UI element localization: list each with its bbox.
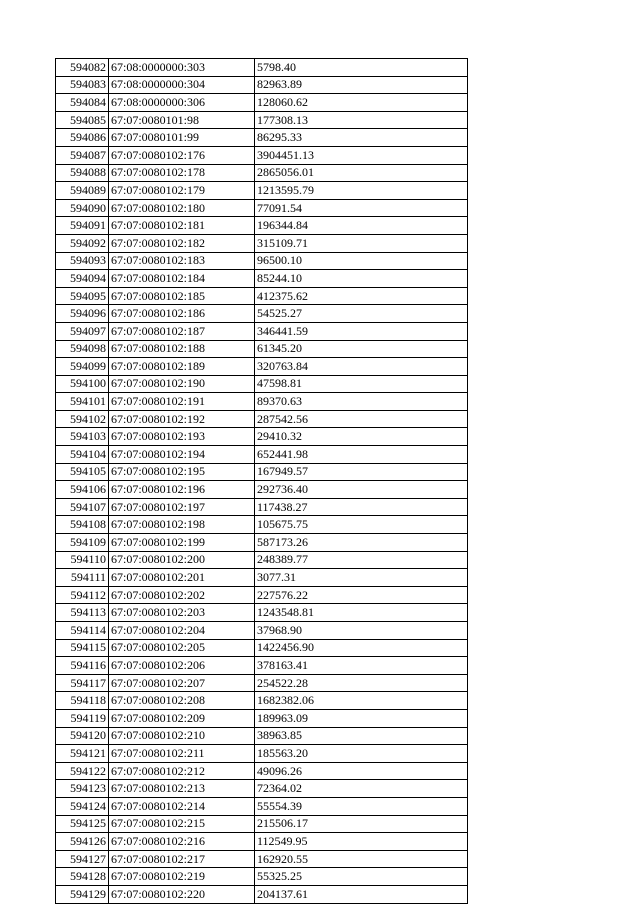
- table-row: [56, 59, 468, 77]
- value-cell: 189963.09: [255, 709, 468, 727]
- record-number-cell: 594090: [56, 199, 109, 217]
- table-row: [56, 217, 468, 235]
- table-row: [56, 322, 468, 340]
- value-cell: 5798.40: [255, 59, 468, 77]
- value-cell: 55554.39: [255, 797, 468, 815]
- table-row: [56, 833, 468, 851]
- record-number-cell: 594122: [56, 762, 109, 780]
- record-number-cell: 594121: [56, 745, 109, 763]
- cadastral-number-cell: 67:08:0000000:304: [109, 76, 255, 94]
- cadastral-number-cell: 67:07:0080102:185: [109, 287, 255, 305]
- table-row: [56, 287, 468, 305]
- value-cell: 47598.81: [255, 375, 468, 393]
- record-number-cell: 594115: [56, 639, 109, 657]
- value-cell: 49096.26: [255, 762, 468, 780]
- table-row: [56, 358, 468, 376]
- record-number-cell: 594102: [56, 410, 109, 428]
- cadastral-number-cell: 67:07:0080102:214: [109, 797, 255, 815]
- record-number-cell: 594124: [56, 797, 109, 815]
- value-cell: 2865056.01: [255, 164, 468, 182]
- cadastral-number-cell: 67:07:0080102:202: [109, 586, 255, 604]
- record-number-cell: 594127: [56, 850, 109, 868]
- value-cell: 196344.84: [255, 217, 468, 235]
- table-row: [56, 674, 468, 692]
- cadastral-number-cell: 67:07:0080102:194: [109, 446, 255, 464]
- table-row: [56, 780, 468, 798]
- value-cell: 204137.61: [255, 885, 468, 903]
- cadastral-number-cell: 67:07:0080102:212: [109, 762, 255, 780]
- table-row: [56, 340, 468, 358]
- value-cell: 1682382.06: [255, 692, 468, 710]
- record-number-cell: 594110: [56, 551, 109, 569]
- cadastral-number-cell: 67:07:0080102:217: [109, 850, 255, 868]
- cadastral-number-cell: 67:07:0080102:187: [109, 322, 255, 340]
- table-row: [56, 481, 468, 499]
- cadastral-number-cell: 67:07:0080102:201: [109, 569, 255, 587]
- record-number-cell: 594117: [56, 674, 109, 692]
- cadastral-number-cell: 67:07:0080102:209: [109, 709, 255, 727]
- value-cell: 315109.71: [255, 234, 468, 252]
- table-row: [56, 305, 468, 323]
- record-number-cell: 594094: [56, 270, 109, 288]
- cadastral-number-cell: 67:07:0080102:196: [109, 481, 255, 499]
- table-row: [56, 639, 468, 657]
- table-row: [56, 270, 468, 288]
- record-number-cell: 594126: [56, 833, 109, 851]
- value-cell: 1243548.81: [255, 604, 468, 622]
- record-number-cell: 594119: [56, 709, 109, 727]
- record-number-cell: 594098: [56, 340, 109, 358]
- table-row: [56, 498, 468, 516]
- table-row: [56, 111, 468, 129]
- cadastral-number-cell: 67:07:0080102:192: [109, 410, 255, 428]
- table-row: [56, 516, 468, 534]
- value-cell: 128060.62: [255, 94, 468, 112]
- cadastral-number-cell: 67:07:0080102:195: [109, 463, 255, 481]
- value-cell: 254522.28: [255, 674, 468, 692]
- record-number-cell: 594096: [56, 305, 109, 323]
- value-cell: 287542.56: [255, 410, 468, 428]
- cadastral-number-cell: 67:07:0080102:205: [109, 639, 255, 657]
- cadastral-number-cell: 67:07:0080102:182: [109, 234, 255, 252]
- table-row: [56, 182, 468, 200]
- record-number-cell: 594120: [56, 727, 109, 745]
- cadastral-number-cell: 67:07:0080102:197: [109, 498, 255, 516]
- cadastral-number-cell: 67:07:0080102:206: [109, 657, 255, 675]
- cadastral-number-cell: 67:07:0080102:193: [109, 428, 255, 446]
- cadastral-number-cell: 67:07:0080102:211: [109, 745, 255, 763]
- table-row: [56, 164, 468, 182]
- table-row: [56, 815, 468, 833]
- record-number-cell: 594093: [56, 252, 109, 270]
- data-table: [55, 58, 468, 904]
- table-row: [56, 428, 468, 446]
- cadastral-number-cell: 67:07:0080102:208: [109, 692, 255, 710]
- value-cell: 652441.98: [255, 446, 468, 464]
- record-number-cell: 594087: [56, 146, 109, 164]
- table-row: [56, 762, 468, 780]
- table-row: [56, 393, 468, 411]
- cadastral-number-cell: 67:07:0080102:186: [109, 305, 255, 323]
- cadastral-number-cell: 67:07:0080102:207: [109, 674, 255, 692]
- record-number-cell: 594100: [56, 375, 109, 393]
- record-number-cell: 594112: [56, 586, 109, 604]
- table-row: [56, 885, 468, 903]
- record-number-cell: 594091: [56, 217, 109, 235]
- value-cell: 72364.02: [255, 780, 468, 798]
- table-row: [56, 745, 468, 763]
- table-body: [56, 59, 468, 904]
- record-number-cell: 594106: [56, 481, 109, 499]
- record-number-cell: 594097: [56, 322, 109, 340]
- value-cell: 412375.62: [255, 287, 468, 305]
- record-number-cell: 594114: [56, 622, 109, 640]
- value-cell: 55325.25: [255, 868, 468, 886]
- value-cell: 3904451.13: [255, 146, 468, 164]
- table-row: [56, 146, 468, 164]
- value-cell: 54525.27: [255, 305, 468, 323]
- table-row: [56, 234, 468, 252]
- cadastral-number-cell: 67:07:0080102:176: [109, 146, 255, 164]
- cadastral-number-cell: 67:07:0080102:203: [109, 604, 255, 622]
- record-number-cell: 594105: [56, 463, 109, 481]
- value-cell: 167949.57: [255, 463, 468, 481]
- value-cell: 1213595.79: [255, 182, 468, 200]
- record-number-cell: 594084: [56, 94, 109, 112]
- cadastral-number-cell: 67:07:0080101:98: [109, 111, 255, 129]
- cadastral-number-cell: 67:08:0000000:306: [109, 94, 255, 112]
- table-row: [56, 657, 468, 675]
- cadastral-number-cell: 67:07:0080102:204: [109, 622, 255, 640]
- record-number-cell: 594108: [56, 516, 109, 534]
- cadastral-number-cell: 67:07:0080102:190: [109, 375, 255, 393]
- cadastral-number-cell: 67:07:0080102:183: [109, 252, 255, 270]
- record-number-cell: 594113: [56, 604, 109, 622]
- value-cell: 587173.26: [255, 534, 468, 552]
- value-cell: 77091.54: [255, 199, 468, 217]
- value-cell: 1422456.90: [255, 639, 468, 657]
- cadastral-number-cell: 67:07:0080102:220: [109, 885, 255, 903]
- table-row: [56, 446, 468, 464]
- table-row: [56, 850, 468, 868]
- value-cell: 29410.32: [255, 428, 468, 446]
- value-cell: 378163.41: [255, 657, 468, 675]
- table-row: [56, 709, 468, 727]
- record-number-cell: 594092: [56, 234, 109, 252]
- record-number-cell: 594107: [56, 498, 109, 516]
- cadastral-number-cell: 67:07:0080102:210: [109, 727, 255, 745]
- value-cell: 89370.63: [255, 393, 468, 411]
- value-cell: 37968.90: [255, 622, 468, 640]
- record-number-cell: 594116: [56, 657, 109, 675]
- table-row: [56, 868, 468, 886]
- record-number-cell: 594095: [56, 287, 109, 305]
- value-cell: 105675.75: [255, 516, 468, 534]
- table-row: [56, 569, 468, 587]
- table-row: [56, 534, 468, 552]
- table-row: [56, 94, 468, 112]
- table-row: [56, 463, 468, 481]
- table-row: [56, 586, 468, 604]
- cadastral-number-cell: 67:07:0080102:189: [109, 358, 255, 376]
- record-number-cell: 594103: [56, 428, 109, 446]
- cadastral-number-cell: 67:07:0080102:215: [109, 815, 255, 833]
- cadastral-number-cell: 67:07:0080102:178: [109, 164, 255, 182]
- table-row: [56, 129, 468, 147]
- table-row: [56, 375, 468, 393]
- record-number-cell: 594123: [56, 780, 109, 798]
- table-row: [56, 199, 468, 217]
- table-row: [56, 797, 468, 815]
- cadastral-number-cell: 67:07:0080101:99: [109, 129, 255, 147]
- cadastral-number-cell: 67:07:0080102:179: [109, 182, 255, 200]
- table-row: [56, 410, 468, 428]
- cadastral-number-cell: 67:07:0080102:219: [109, 868, 255, 886]
- value-cell: 61345.20: [255, 340, 468, 358]
- table-row: [56, 551, 468, 569]
- value-cell: 117438.27: [255, 498, 468, 516]
- value-cell: 38963.85: [255, 727, 468, 745]
- cadastral-number-cell: 67:07:0080102:191: [109, 393, 255, 411]
- table-row: [56, 604, 468, 622]
- record-number-cell: 594128: [56, 868, 109, 886]
- value-cell: 248389.77: [255, 551, 468, 569]
- value-cell: 86295.33: [255, 129, 468, 147]
- value-cell: 346441.59: [255, 322, 468, 340]
- cadastral-number-cell: 67:07:0080102:213: [109, 780, 255, 798]
- cadastral-number-cell: 67:07:0080102:181: [109, 217, 255, 235]
- cadastral-number-cell: 67:07:0080102:188: [109, 340, 255, 358]
- value-cell: 112549.95: [255, 833, 468, 851]
- value-cell: 215506.17: [255, 815, 468, 833]
- record-number-cell: 594088: [56, 164, 109, 182]
- value-cell: 320763.84: [255, 358, 468, 376]
- table-row: [56, 692, 468, 710]
- record-number-cell: 594111: [56, 569, 109, 587]
- record-number-cell: 594082: [56, 59, 109, 77]
- value-cell: 85244.10: [255, 270, 468, 288]
- cadastral-number-cell: 67:07:0080102:200: [109, 551, 255, 569]
- cadastral-number-cell: 67:07:0080102:198: [109, 516, 255, 534]
- value-cell: 292736.40: [255, 481, 468, 499]
- table-row: [56, 622, 468, 640]
- cadastral-number-cell: 67:07:0080102:199: [109, 534, 255, 552]
- value-cell: 96500.10: [255, 252, 468, 270]
- record-number-cell: 594101: [56, 393, 109, 411]
- value-cell: 3077.31: [255, 569, 468, 587]
- record-number-cell: 594104: [56, 446, 109, 464]
- record-number-cell: 594083: [56, 76, 109, 94]
- record-number-cell: 594129: [56, 885, 109, 903]
- value-cell: 162920.55: [255, 850, 468, 868]
- cadastral-number-cell: 67:07:0080102:184: [109, 270, 255, 288]
- table-row: [56, 252, 468, 270]
- value-cell: 177308.13: [255, 111, 468, 129]
- record-number-cell: 594125: [56, 815, 109, 833]
- record-number-cell: 594086: [56, 129, 109, 147]
- table-row: [56, 727, 468, 745]
- record-number-cell: 594085: [56, 111, 109, 129]
- record-number-cell: 594099: [56, 358, 109, 376]
- value-cell: 185563.20: [255, 745, 468, 763]
- cadastral-number-cell: 67:08:0000000:303: [109, 59, 255, 77]
- cadastral-number-cell: 67:07:0080102:216: [109, 833, 255, 851]
- table-row: [56, 76, 468, 94]
- value-cell: 82963.89: [255, 76, 468, 94]
- cadastral-number-cell: 67:07:0080102:180: [109, 199, 255, 217]
- record-number-cell: 594089: [56, 182, 109, 200]
- value-cell: 227576.22: [255, 586, 468, 604]
- record-number-cell: 594109: [56, 534, 109, 552]
- record-number-cell: 594118: [56, 692, 109, 710]
